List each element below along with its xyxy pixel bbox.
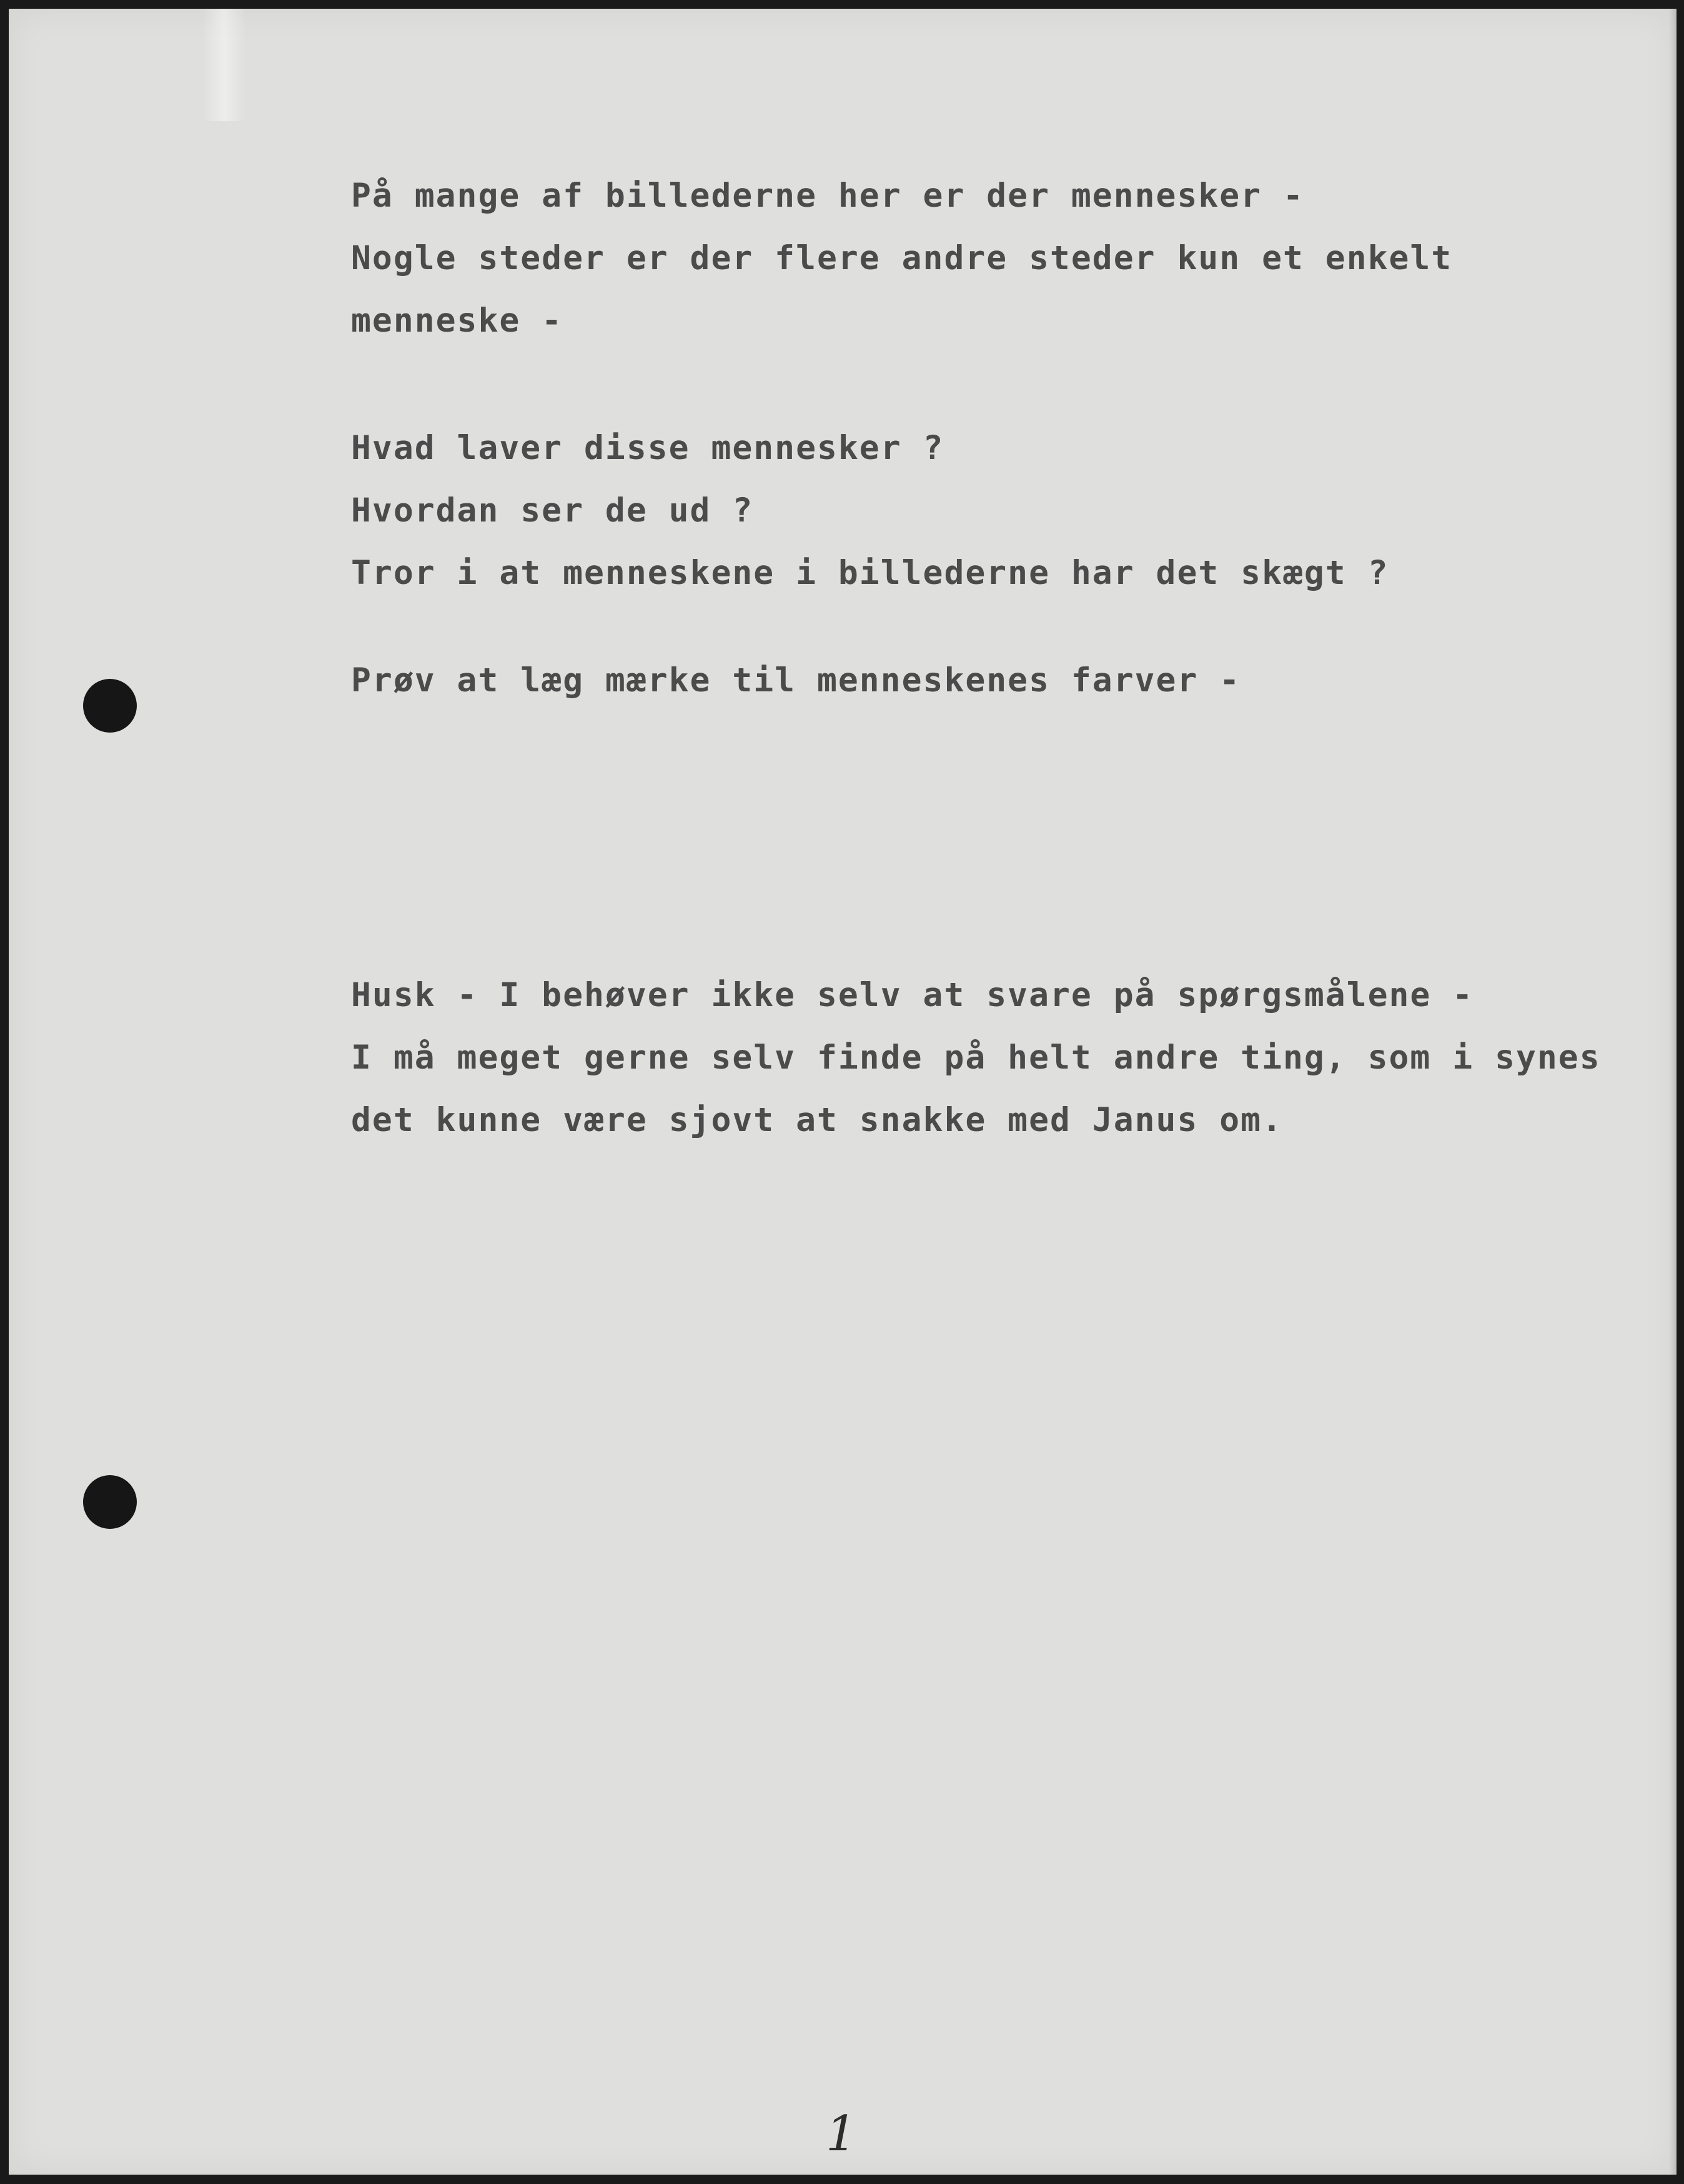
handwritten-page-number: 1	[826, 2106, 857, 2162]
text-line: Hvordan ser de ud ?	[351, 492, 754, 530]
text-line: Hvad laver disse mennesker ?	[351, 429, 944, 467]
text-line: menneske -	[351, 302, 563, 340]
text-line: På mange af billederne her er der mennesker -	[351, 177, 1304, 215]
text-line: Husk - I behøver ikke selv at svare på spørgsmålene -	[351, 976, 1474, 1014]
text-line: Tror i at menneskene i billederne har det skægt ?	[351, 554, 1389, 592]
text-line: Prøv at læg mærke til menneskenes farver -	[351, 661, 1241, 699]
punch-hole-top	[83, 679, 137, 733]
document-page	[9, 9, 1677, 2175]
text-line: I må meget gerne selv finde på helt andre ting, som i synes	[351, 1039, 1601, 1077]
text-line: Nogle steder er der flere andre steder kun et enkelt	[351, 239, 1453, 277]
typewritten-text	[351, 165, 1601, 1152]
page-edge-shadow	[1669, 9, 1677, 2175]
paper-crease	[202, 9, 246, 121]
text-line: det kunne være sjovt at snakke med Janus om.	[351, 1101, 1283, 1139]
punch-hole-bottom	[83, 1475, 137, 1529]
